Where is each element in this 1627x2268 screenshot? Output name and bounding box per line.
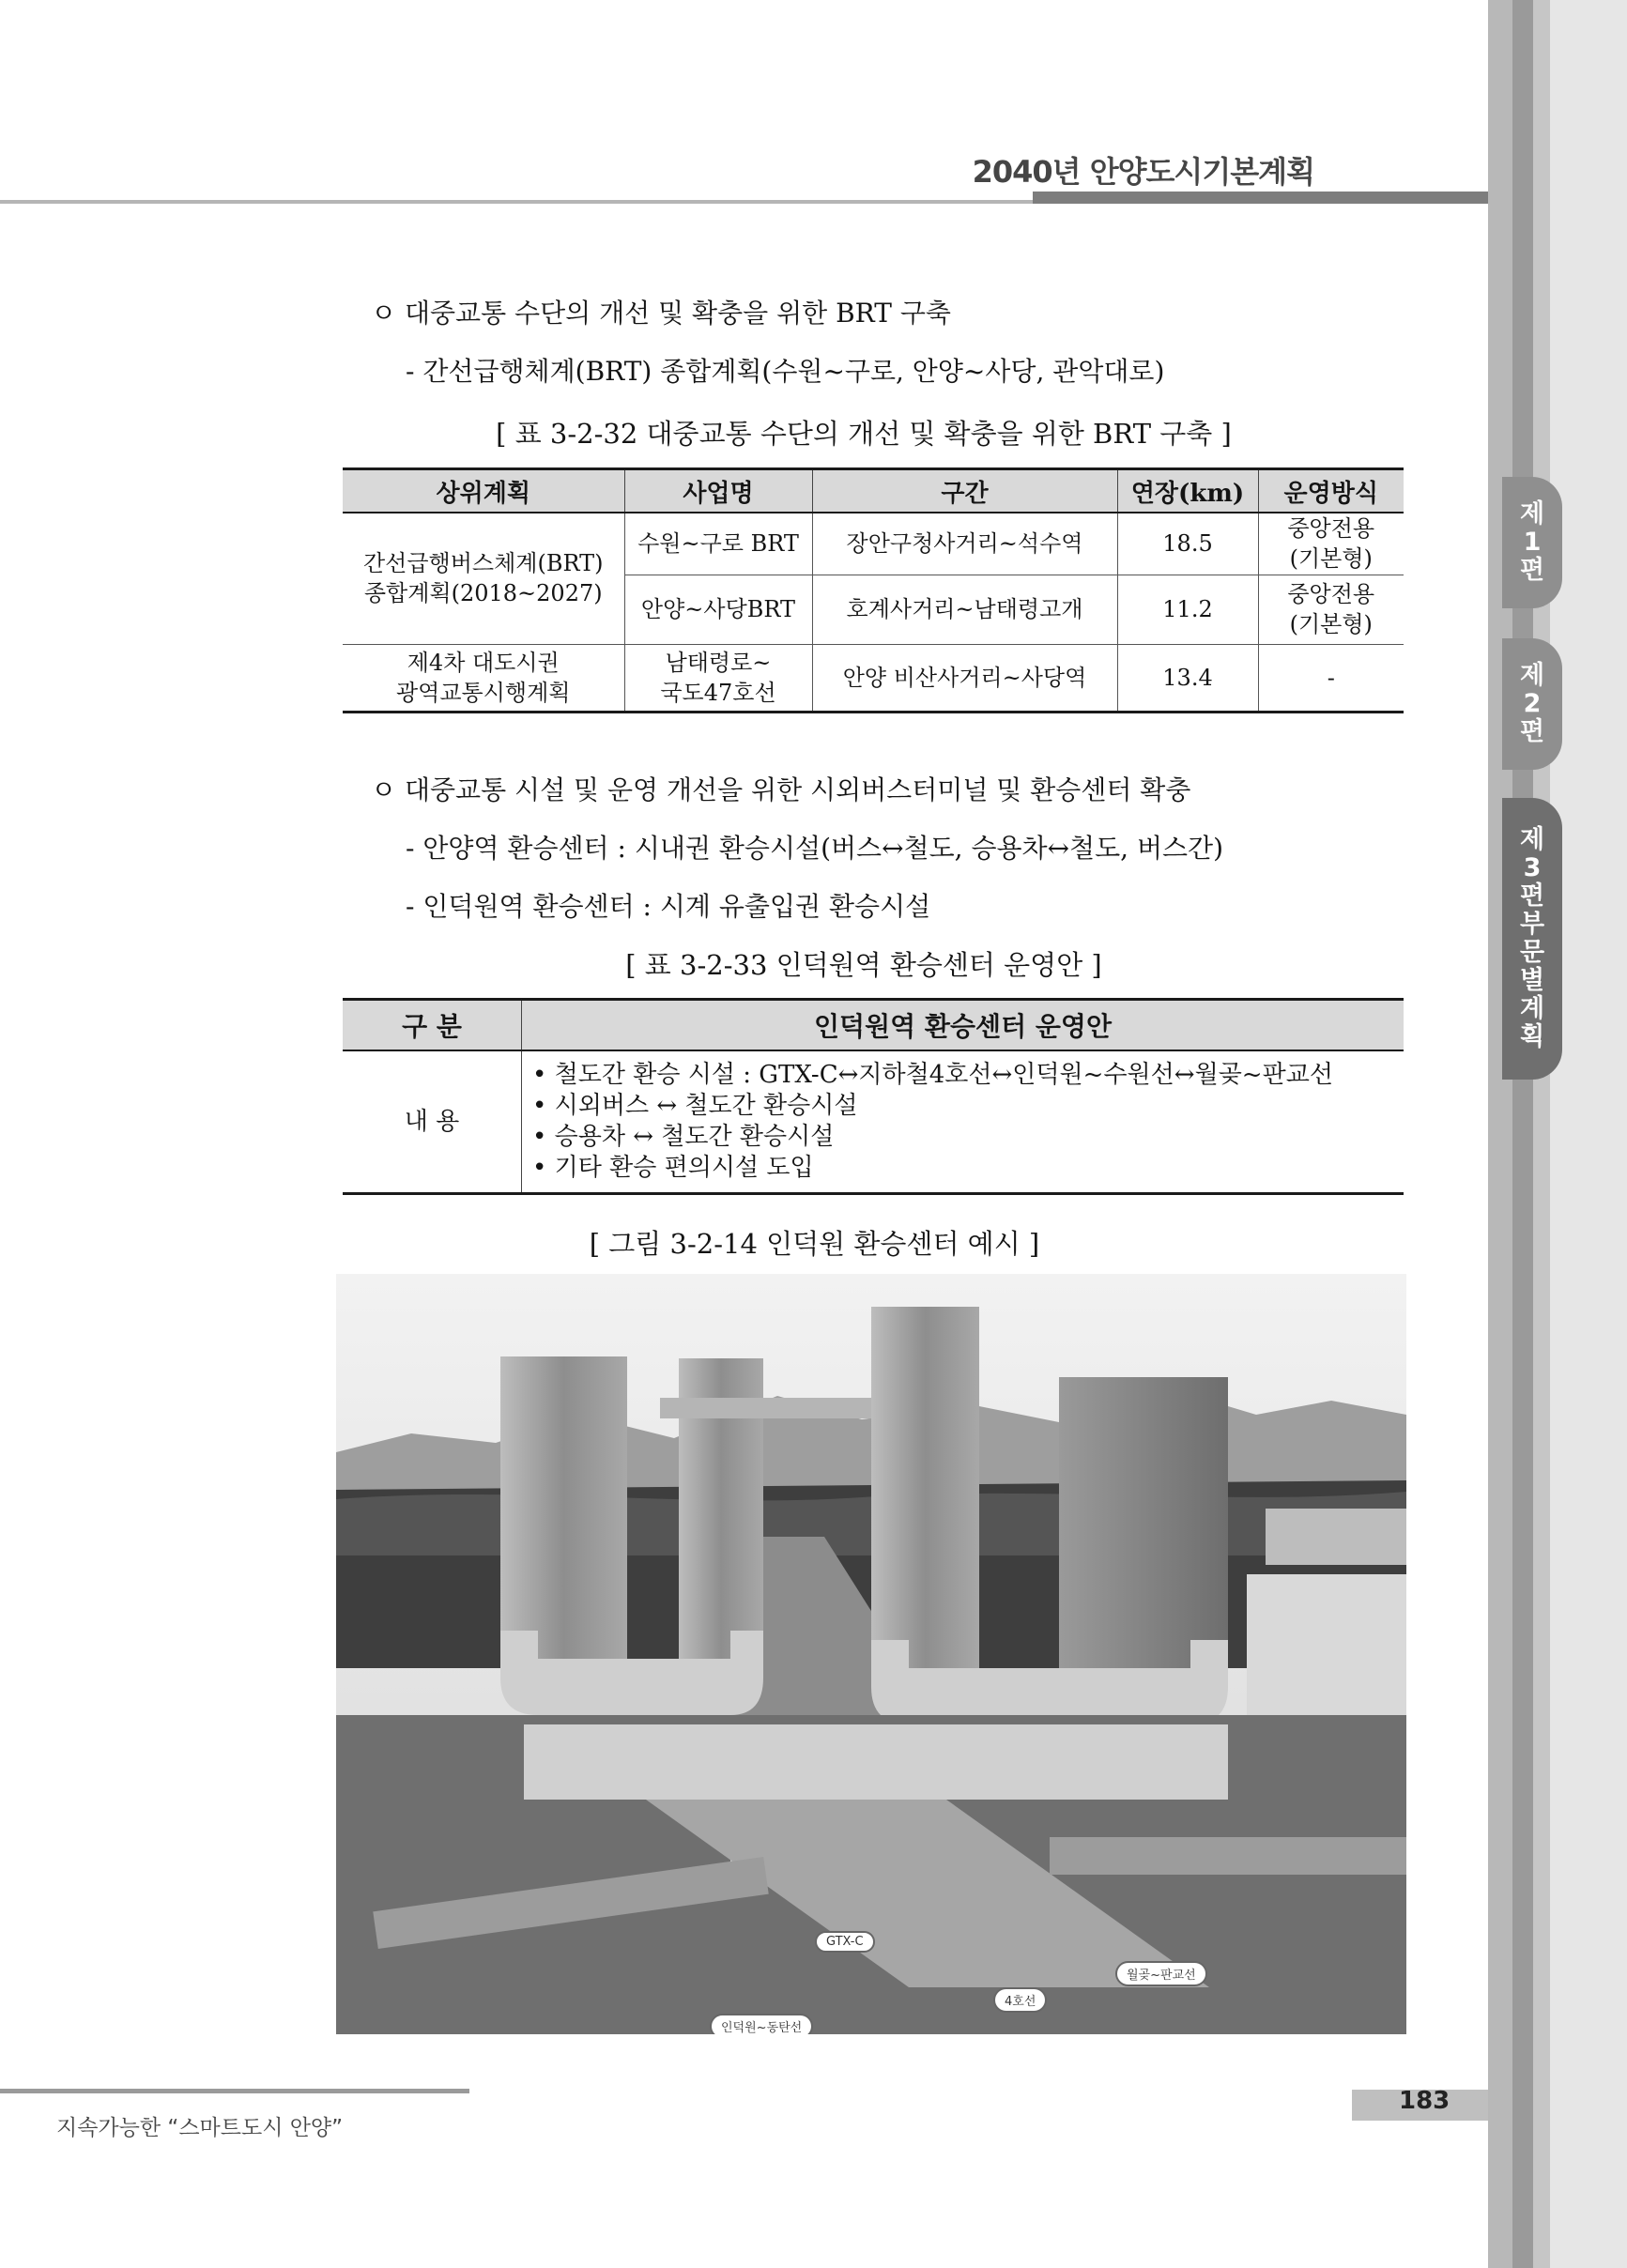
table-header-cell: 구 분 (343, 1000, 522, 1051)
table-cell-label: 내 용 (343, 1050, 522, 1194)
line-label-wolgot-pangyo: 월곶~판교선 (1115, 1961, 1207, 1986)
cell-line: 남태령로~ (665, 649, 772, 676)
side-tab-part2[interactable] (1502, 638, 1562, 770)
list-item: • 시외버스 ↔ 철도간 환승시설 (532, 1091, 1403, 1122)
page-number: 183 (1399, 2087, 1450, 2115)
tab-char: 1 (1523, 528, 1542, 557)
table-header-cell: 사업명 (624, 469, 812, 513)
tab-char: 부 (1519, 910, 1545, 939)
tab-char: 편 (1519, 881, 1545, 911)
tab-char: 2 (1523, 689, 1542, 718)
section2-sub2: - 인덕원역 환승센터 : 시계 유출입권 환승시설 (406, 891, 931, 922)
tab-char: 획 (1519, 1022, 1545, 1051)
table-cell: 13.4 (1117, 644, 1258, 712)
tab-char: 별 (1519, 966, 1545, 995)
tab-char: 편 (1519, 717, 1545, 746)
footer-rule (0, 2089, 469, 2093)
tab-char: 편 (1519, 556, 1545, 585)
section2-bullet: ㅇ 대중교통 시설 및 운영 개선을 위한 시외버스터미널 및 환승센터 확충 (371, 774, 1191, 805)
tab-char: 제 (1519, 661, 1545, 690)
table-header-cell: 인덕원역 환승센터 운영안 (522, 1000, 1404, 1051)
brt-table (343, 467, 1404, 713)
side-tab-part1[interactable] (1502, 477, 1562, 608)
table-cell (1258, 513, 1404, 575)
page-edge (1533, 0, 1550, 2268)
table-row (343, 1050, 1404, 1194)
figure-caption: [ 그림 3-2-14 인덕원 환승센터 예시 ] (589, 1228, 1040, 1260)
table-header-row (343, 469, 1404, 513)
list-item: • 승용차 ↔ 철도간 환승시설 (532, 1122, 1403, 1153)
list-item: • 철도간 환승 시설 : GTX-C↔지하철4호선↔인덕원~수원선↔월곶~판교선 (532, 1060, 1403, 1091)
table-cell: 11.2 (1117, 575, 1258, 644)
transfer-center-table (343, 998, 1404, 1195)
section2-sub1: - 안양역 환승센터 : 시내권 환승시설(버스↔철도, 승용차↔철도, 버스간) (406, 833, 1224, 864)
table-cell: 안양~사당BRT (624, 575, 812, 644)
page-edge (1512, 0, 1533, 2268)
table-cell-content (522, 1050, 1404, 1194)
table-cell: 18.5 (1117, 513, 1258, 575)
line-label-line4: 4호선 (993, 1987, 1047, 2013)
table-cell (1258, 575, 1404, 644)
table-cell: - (1258, 644, 1404, 712)
cell-line: 광역교통시행계획 (396, 679, 571, 706)
table-cell-plan (343, 513, 624, 644)
cell-line: (기본형) (1289, 545, 1373, 573)
list-item: • 기타 환승 편의시설 도입 (532, 1153, 1403, 1184)
table-row (343, 644, 1404, 712)
table1-caption: [ 표 3-2-32 대중교통 수단의 개선 및 확충을 위한 BRT 구축 ] (496, 418, 1232, 450)
tab-char: 문 (1519, 938, 1545, 967)
cell-line: 중앙전용 (1287, 581, 1375, 607)
footer-slogan: 지속가능한 “스마트도시 안양” (56, 2116, 344, 2140)
table-cell: 호계사거리~남태령고개 (812, 575, 1117, 644)
table-cell: 수원~구로 BRT (624, 513, 812, 575)
tab-char: 3 (1523, 853, 1542, 882)
feature-list (523, 1060, 1403, 1184)
table-cell-plan (343, 644, 624, 712)
table-header-cell: 연장(km) (1117, 469, 1258, 513)
table-header-cell: 운영방식 (1258, 469, 1404, 513)
page-edge (1550, 0, 1627, 2268)
table-row (343, 513, 1404, 575)
page-edge (1488, 0, 1512, 2268)
cell-line: 국도47호선 (660, 679, 776, 706)
table-cell: 안양 비산사거리~사당역 (812, 644, 1117, 712)
cell-line: 간선급행버스체계(BRT) (363, 550, 604, 577)
line-label-indeogwon-dongtan: 인덕원~동탄선 (710, 2014, 813, 2034)
section1-sub: - 간선급행체계(BRT) 종합계획(수원~구로, 안양~사당, 관악대로) (406, 356, 1165, 387)
table-header-row (343, 1000, 1404, 1051)
side-tab-part3[interactable] (1502, 798, 1562, 1080)
table-header-cell: 구간 (812, 469, 1117, 513)
table-cell: 장안구청사거리~석수역 (812, 513, 1117, 575)
table-cell (624, 644, 812, 712)
transfer-center-rendering (336, 1274, 1406, 2034)
header-rule (0, 200, 1033, 204)
section1-bullet: ㅇ 대중교통 수단의 개선 및 확충을 위한 BRT 구축 (371, 298, 951, 329)
tab-char: 제 (1519, 499, 1545, 529)
line-label-gtx-c: GTX-C (815, 1931, 875, 1953)
table-header-cell: 상위계획 (343, 469, 624, 513)
cell-line: 종합계획(2018~2027) (363, 580, 603, 607)
running-header-title: 2040년 안양도시기본계획 (972, 154, 1314, 190)
tab-char: 계 (1519, 994, 1545, 1023)
tab-char: 제 (1519, 825, 1545, 854)
cell-line: (기본형) (1289, 611, 1373, 637)
cell-line: 제4차 대도시권 (407, 649, 560, 676)
header-rule-accent (1033, 192, 1488, 204)
table2-caption: [ 표 3-2-33 인덕원역 환승센터 운영안 ] (625, 949, 1102, 981)
cell-line: 중앙전용 (1287, 515, 1375, 543)
rendering-illustration (336, 1274, 1406, 2034)
